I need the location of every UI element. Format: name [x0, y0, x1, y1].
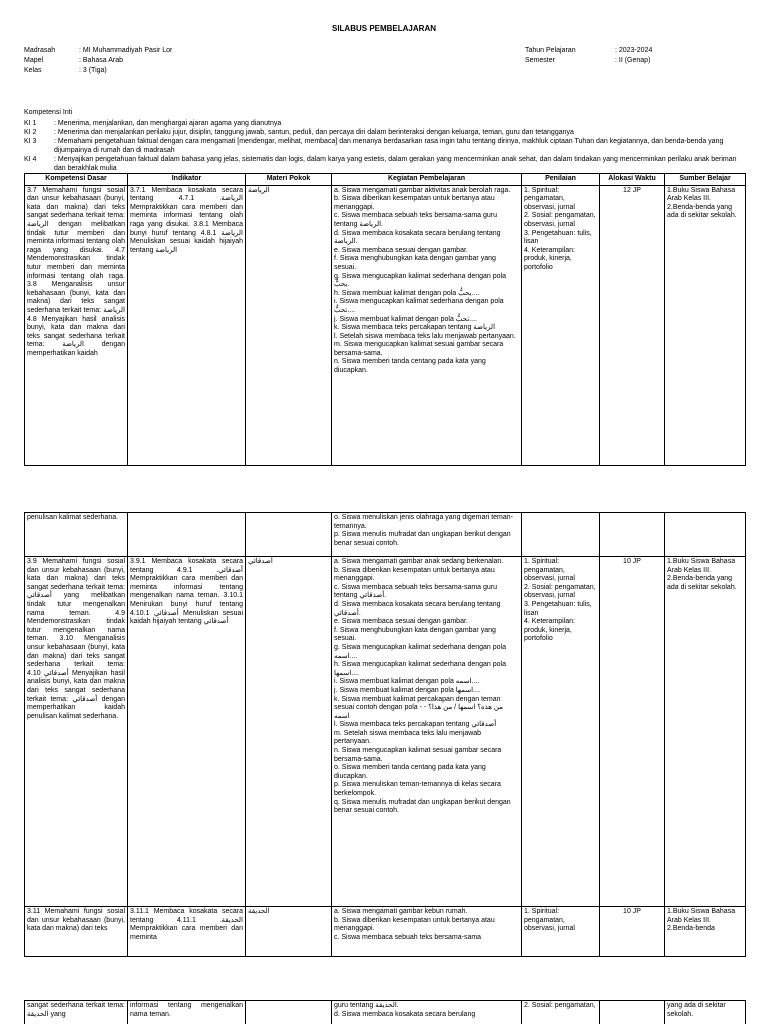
indikator-cell: 3.7.1 Membaca kosakata secara tentang الرياضة. 4.7.1 Mempraktikkan cara memberi dan meminta informasi tentang olah raga yang disukai. 3.8.1 Membaca bunyi huruf tentang الرياضة 4.8.1 Menuliskan sesuai kaidah hijaiyah tentang الرياضة	[128, 185, 246, 465]
sumber-cell	[665, 513, 746, 557]
sumber-cell	[665, 557, 746, 907]
list-item: c. Siswa membaca sebuah teks bersama-sama guru tentang أصدقائي.	[334, 583, 498, 600]
ki-code: KI 2	[24, 129, 37, 136]
list-item: a. Siswa mengamati gambar kebun rumah.	[334, 908, 468, 915]
table-row	[25, 513, 746, 557]
list-item: p. Siswa menuliskan teman-temannya di kelas secara berkelompok.	[334, 781, 501, 798]
kd-cell: 3.7 Memahami fungsi sosial dan unsur kebahasaan (bunyi, kata dan makna) dari teks sangat sederhana terkait tema: الرياضة dengan melibatkan tindak tutur memberi dan meminta informasi tentang olah raga yang disukai. 4.7 Mendemonstrasikan tindak tutur memberi dan meminta informasi tentang olah raga. 3.8 Menganalisis unsur kebahasaan (bunyi, kata dan makna) dari teks sangat sederhana terkait tema: الرياضة 4.8 Menyajikan hasil analisis bunyi, kata dan makna dari teks sangat sederhana terkait tema: الرياضة dengan memperhatikan kaidah	[25, 185, 128, 465]
list-item: a. Siswa mengamati gambar anak sedang berkenalan.	[334, 558, 504, 565]
table-row	[25, 907, 746, 957]
list-item: 2.Benda-benda	[667, 925, 715, 933]
list-item: 4. Keterampilan: produk, kinerja, portofolio	[524, 618, 575, 643]
info-left	[24, 46, 172, 76]
penilaian-cell	[522, 185, 600, 465]
info-label: Tahun Pelajaran	[525, 47, 576, 54]
list-item: c. Siswa membaca sebuah teks bersama-sama guru tentang الرياضة.	[334, 212, 498, 228]
alokasi-cell	[600, 513, 665, 557]
list-item: 1.Buku Siswa Bahasa Arab Kelas III.	[667, 908, 736, 924]
list-item: 2. Sosial: pengamatan, observasi, jurnal	[524, 583, 596, 600]
list-item: p. Siswa menulis mufradat dan ungkapan berikut dengan benar sesuai contoh.	[334, 531, 511, 547]
list-item: 2. Sosial: pengamatan, observasi, jurnal	[524, 212, 596, 228]
list-item: m. Setelah siswa membaca teks lalu menjawab pertanyaan.	[334, 729, 482, 746]
list-item: q. Siswa menulis mufradat dan ungkapan berikut dengan benar sesuai contoh.	[334, 798, 511, 815]
sumber-cell	[665, 185, 746, 465]
list-item: h. Siswa membuat kalimat dengan pola يحبُّ....	[334, 289, 480, 297]
info-value: : 2023-2024	[615, 47, 653, 54]
list-item: j. Siswa membuat kalimat dengan pola تحبُّ....	[334, 315, 477, 323]
page-title: SILABUS PEMBELAJARAN	[331, 24, 436, 33]
indikator-cell: 3.11.1 Membaca kosakata secara tentang الحديقة. 4.11.1 Mempraktikkan cara memberi dan meminta	[128, 907, 246, 957]
page-3	[0, 990, 768, 1024]
info-value: : 3 (Tiga)	[79, 67, 107, 74]
list-item: o. Siswa memberi tanda centang pada kata yang diucapkan.	[334, 764, 486, 780]
penilaian-cell	[522, 907, 600, 957]
materi-cell	[246, 513, 332, 557]
list-item: h. Siswa mengucapkan kalimat sederhana dengan pola اسمها....	[334, 661, 507, 677]
list-item: n. Siswa mengucapkan kalimat sesuai gambar secara bersama-sama.	[334, 747, 502, 763]
kegiatan-cell	[332, 1001, 522, 1024]
column-header: Penilaian	[522, 174, 600, 186]
info-value: : II (Genap)	[615, 57, 651, 64]
info-label: Mapel	[24, 57, 44, 64]
list-item: 2. Sosial: pengamatan,	[524, 1002, 596, 1009]
info-label: Madrasah	[24, 47, 56, 54]
list-item: d. Siswa membaca kosakata secara berulang	[334, 1010, 476, 1018]
list-item: e. Siswa membaca sesuai dengan gambar.	[334, 246, 468, 254]
column-header: Indikator	[128, 174, 246, 186]
indikator-cell	[128, 513, 246, 557]
list-item: e. Siswa membaca sesuai dengan gambar.	[334, 618, 468, 626]
kd-cell: penulisan kalimat sederhana.	[25, 513, 128, 557]
page-2	[0, 490, 768, 978]
alokasi-cell: 10 JP	[600, 557, 665, 907]
ki-heading: Kompetensi Inti	[24, 109, 73, 116]
materi-cell: الحديقة	[246, 907, 332, 957]
column-header: Materi Pokok	[246, 174, 332, 186]
alokasi-cell: 12 JP	[600, 185, 665, 465]
info-value: : MI Muhammadiyah Pasir Lor	[79, 47, 173, 54]
materi-cell: أصدقائي	[246, 557, 332, 907]
table-row	[25, 1001, 746, 1024]
list-item: d. Siswa membaca kosakata secara berulang tentang أصدقائي.	[334, 600, 501, 617]
list-item: o. Siswa menuliskan jenis olahraga yang digemari teman-temannya.	[334, 514, 513, 530]
list-item: k. Siswa membuat kalimat percakapan dengan teman sesuai contoh dengan pola - من هذه؟ اسمها / من هذا؟ - اسمه	[334, 695, 503, 720]
list-item: m. Siswa mengucapkan kalimat sesuai gambar secara bersama-sama.	[334, 341, 504, 357]
kegiatan-cell	[332, 907, 522, 957]
list-item: d. Siswa membaca kosakata secara berulang tentang الرياضة.	[334, 229, 501, 246]
ki-text: : Menerima dan menjalankan perilaku jujur, disiplin, tanggung jawab, santun, peduli, dan percaya diri dalam berinteraksi dengan keluarga, teman, guru dan tetangganya	[54, 129, 574, 136]
ki-text: : Memahami pengetahuan faktual dengan cara mengamati [mendengar, melihat, membaca] dan menanya berdasarkan rasa ingin tahu tentang dirinya, makhluk ciptaan Tuhan dan kegiatannya, dan benda-benda yang dijumpainya di rumah dan di madrasah	[54, 138, 724, 154]
list-item: j. Siswa membuat kalimat dengan pola اسمها....	[334, 686, 481, 694]
table-header-row	[25, 174, 746, 186]
list-item: 2.Benda-benda yang ada di sekitar sekolah.	[667, 575, 737, 591]
list-item: guru tentang الحديقة.	[334, 1002, 399, 1009]
page-1	[0, 0, 768, 478]
kegiatan-cell	[332, 513, 522, 557]
list-item: 2.Benda-benda yang ada di sekitar sekolah.	[667, 203, 737, 220]
list-item: 4. Keterampilan: produk, kinerja, portofolio	[524, 246, 575, 271]
syllabus-table-p2	[24, 512, 746, 957]
ki-text: : Menerima, menjalankan, dan menghargai ajaran agama yang dianutnya	[54, 120, 282, 127]
list-item: 3. Pengetahuan: tulis, lisan	[524, 229, 592, 246]
list-item: a. Siswa mengamati gambar aktivitas anak berolah raga.	[334, 186, 511, 194]
list-item: g. Siswa mengucapkan kalimat sederhana dengan pola اسمه....	[334, 643, 507, 660]
kd-cell: 3.9 Memahami fungsi sosial dan unsur kebahasaan (bunyi, kata dan makna) dari teks sangat sederhana terkait tema: أصدقائي yang melibatkan tindak tutur mengenalkan nama teman. 4.9 Mendemonstrasikan tindak tutur mengenalkan nama teman. 3.10 Menganalisis unsur kebahasaan (bunyi, kata dan makna) dari teks sangat sederhana terkait tema: أصدقائي 4.10 Menyajikan hasil analisis bunyi, kata dan makna dari teks sangat sederhana terkait tema: أصدقائي dengan memperhatikan kaidah penulisan kalimat sederhana.	[25, 557, 128, 907]
list-item: 1. Spiritual: pengamatan, observasi, jurnal	[524, 908, 575, 933]
kd-cell: sangat sederhana terkait tema: الحديقة yang	[25, 1001, 128, 1024]
table-row	[25, 557, 746, 907]
kegiatan-cell	[332, 185, 522, 465]
list-item: c. Siswa membaca sebuah teks bersama-sama	[334, 933, 482, 941]
table-row	[25, 185, 746, 465]
list-item: l. Siswa membaca teks percakapan tentang أصدقائي	[334, 721, 497, 729]
kegiatan-cell	[332, 557, 522, 907]
list-item: 1.Buku Siswa Bahasa Arab Kelas III.	[667, 558, 736, 574]
list-item: f. Siswa menghubungkan kata dengan gambar yang sesuai.	[334, 626, 496, 643]
list-item: i. Siswa mengucapkan kalimat sederhana dengan pola تحبُّ....	[334, 298, 504, 314]
column-header: Alokasi Waktu	[600, 174, 665, 186]
list-item: k. Siswa membaca teks percakapan tentang الرياضة	[334, 324, 496, 332]
list-item: 1. Spiritual: pengamatan, observasi, jurnal	[524, 186, 575, 211]
list-item: 3. Pengetahuan: tulis, lisan	[524, 600, 592, 617]
materi-cell: الرياضة	[246, 185, 332, 465]
ki-code: KI 3	[24, 138, 37, 145]
ki-code: KI 1	[24, 120, 37, 127]
column-header: Kompetensi Dasar	[25, 174, 128, 186]
column-header: Sumber Belajar	[665, 174, 746, 186]
alokasi-cell	[600, 1001, 665, 1024]
list-item: 1.Buku Siswa Bahasa Arab Kelas III.	[667, 186, 736, 203]
syllabus-table-p3	[24, 1000, 746, 1024]
list-item: b. Siswa diberikan kesempatan untuk bertanya atau menanggapi.	[334, 916, 495, 933]
list-item: l. Setelah siswa membaca teks lalu menjawab pertanyaan.	[334, 332, 516, 340]
materi-cell	[246, 1001, 332, 1024]
penilaian-cell	[522, 557, 600, 907]
list-item: b. Siswa diberikan kesempatan untuk bertanya atau menanggapi.	[334, 195, 495, 211]
list-item: i. Siswa membuat kalimat dengan pola اسمه....	[334, 678, 480, 686]
info-value: : Bahasa Arab	[79, 57, 123, 64]
kd-cell: 3.11 Memahami fungsi sosial dan unsur kebahasaan (bunyi, kata dan makna) dari teks	[25, 907, 128, 957]
sumber-cell	[665, 907, 746, 957]
syllabus-table-p1	[24, 173, 746, 466]
ki-list	[24, 119, 744, 173]
column-header: Kegiatan Pembelajaran	[332, 174, 522, 186]
penilaian-cell	[522, 513, 600, 557]
ki-code: KI 4	[24, 156, 37, 163]
alokasi-cell: 10 JP	[600, 907, 665, 957]
info-label: Semester	[525, 57, 555, 64]
ki-text: : Menyajikan pengetahuan faktual dalam bahasa yang jelas, sistematis dan logis, dalam karya yang estetis, dalam gerakan yang mencerminkan anak sehat, dan dalam tindakan yang mencerminkan perilaku anak beriman dan berakhlak mulia	[54, 156, 737, 172]
info-label: Kelas	[24, 67, 42, 74]
list-item: g. Siswa mengucapkan kalimat sederhana dengan pola يحبُّ.	[334, 272, 507, 289]
list-item: b. Siswa diberikan kesempatan untuk bertanya atau menanggapi.	[334, 566, 495, 583]
penilaian-cell	[522, 1001, 600, 1024]
info-right	[525, 46, 652, 66]
sumber-cell: yang ada di sekitar sekolah.	[665, 1001, 746, 1024]
indikator-cell: informasi tentang mengenalkan nama teman.	[128, 1001, 246, 1024]
indikator-cell: 3.9.1 Membaca kosakata secara tentang أصدقائي. 4.9.1 Mempraktikkan cara memberi dan meminta informasi tentang mengenalkan nama teman. 3.10.1 Menirukan bunyi huruf tentang أصدقائي 4.10.1 Menuliskan sesuai kaidah hijaiyah tentang أصدقائي	[128, 557, 246, 907]
list-item: 1. Spiritual: pengamatan, observasi, jurnal	[524, 558, 575, 583]
list-item: n. Siswa memberi tanda centang pada kata yang diucapkan.	[334, 358, 486, 375]
list-item: f. Siswa menghubungkan kata dengan gambar yang sesuai.	[334, 255, 496, 271]
